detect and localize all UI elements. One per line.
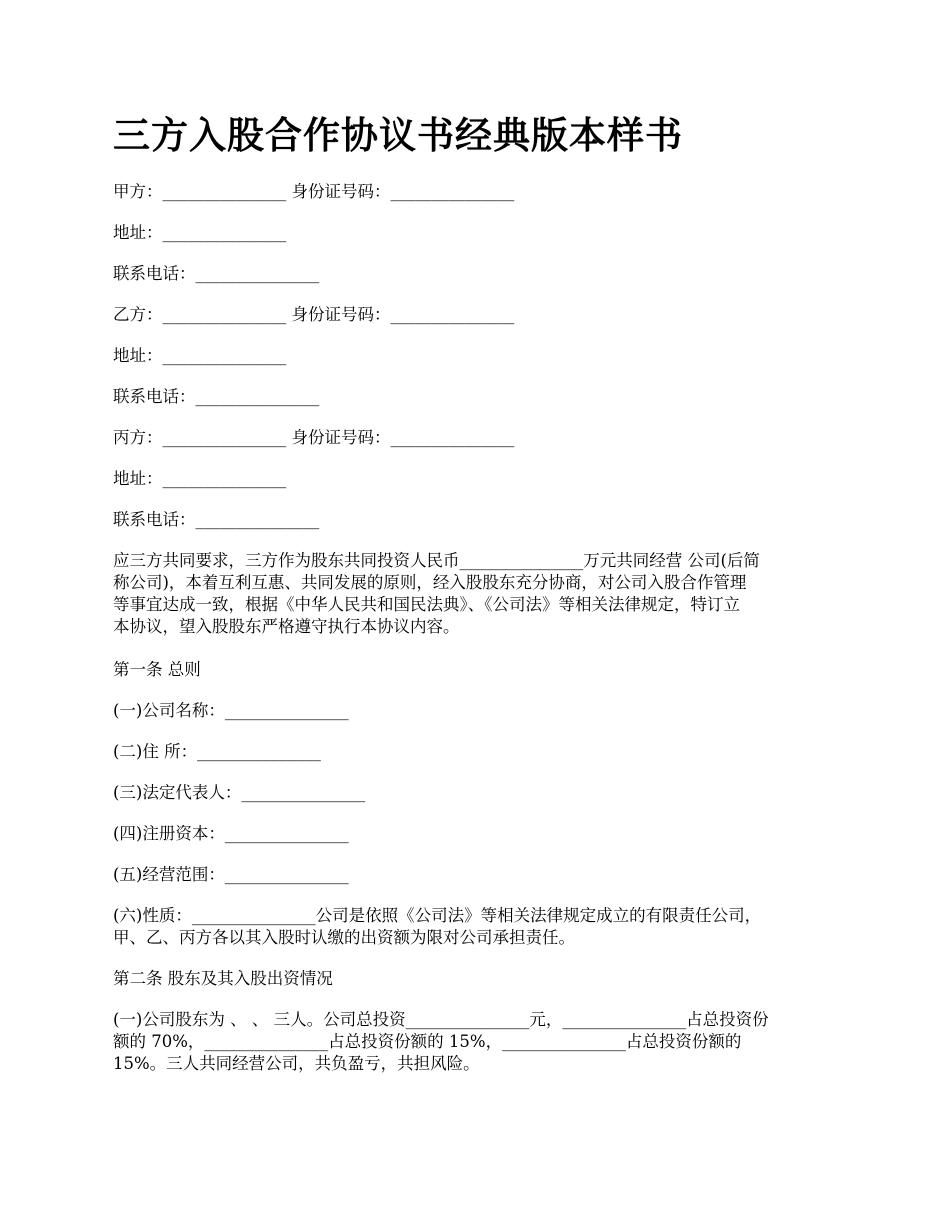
article-1-business-scope: (五)经营范围：_______________: [113, 865, 349, 884]
preamble-paragraph: [113, 550, 843, 638]
preamble-line: 等事宜达成一致，根据《中华人民共和国民法典》、《公司法》等相关法律规定，特订立: [113, 595, 740, 614]
document-title: 三方入股合作协议书经典版本样书: [113, 114, 683, 157]
article-1-address: (二)住 所：_______________: [113, 742, 321, 761]
article-2-shareholders-paragraph: [113, 1009, 843, 1075]
article-1-company-name: (一)公司名称：_______________: [113, 701, 349, 720]
party-a-name-line: 甲方：_______________ 身份证号码：_______________: [113, 182, 515, 201]
nature-line: (六)性质：_______________公司是依照《公司法》等相关法律规定成立的有限责任公司，: [113, 906, 762, 925]
preamble-line: 称公司)，本着互利互惠、共同发展的原则，经入股股东充分协商，对公司入股合作管理: [113, 573, 747, 592]
preamble-line: 本协议，望入股股东严格遵守执行本协议内容。: [113, 617, 460, 636]
party-b-phone-line: 联系电话：_______________: [113, 387, 320, 406]
preamble-line: 应三方共同要求，三方作为股东共同投资人民币_______________万元共同经营 公司(后简: [113, 551, 760, 570]
article-1-registered-capital: (四)注册资本：_______________: [113, 824, 349, 843]
article-1-heading: 第一条 总则: [113, 660, 201, 679]
article-1-legal-representative: (三)法定代表人：_______________: [113, 783, 366, 802]
party-c-address-line: 地址：_______________: [113, 469, 287, 488]
party-c-name-line: 丙方：_______________ 身份证号码：_______________: [113, 428, 515, 447]
party-a-address-line: 地址：_______________: [113, 223, 287, 242]
party-c-phone-line: 联系电话：_______________: [113, 510, 320, 529]
shareholders-line: 额的 70%，_______________占总投资份额的 15%，_______________占总投资份额的: [113, 1032, 742, 1051]
nature-line: 甲、乙、丙方各以其入股时认缴的出资额为限对公司承担责任。: [113, 928, 575, 947]
shareholders-line: 15%。三人共同经营公司，共负盈亏，共担风险。: [113, 1054, 480, 1073]
shareholders-line: (一)公司股东为 、 、 三人。公司总投资_______________元，_______________占总投资份: [113, 1010, 769, 1029]
party-a-phone-line: 联系电话：_______________: [113, 264, 320, 283]
article-1-nature-paragraph: [113, 905, 843, 949]
party-b-address-line: 地址：_______________: [113, 346, 287, 365]
article-2-heading: 第二条 股东及其入股出资情况: [113, 969, 333, 988]
party-b-name-line: 乙方：_______________ 身份证号码：_______________: [113, 305, 515, 324]
